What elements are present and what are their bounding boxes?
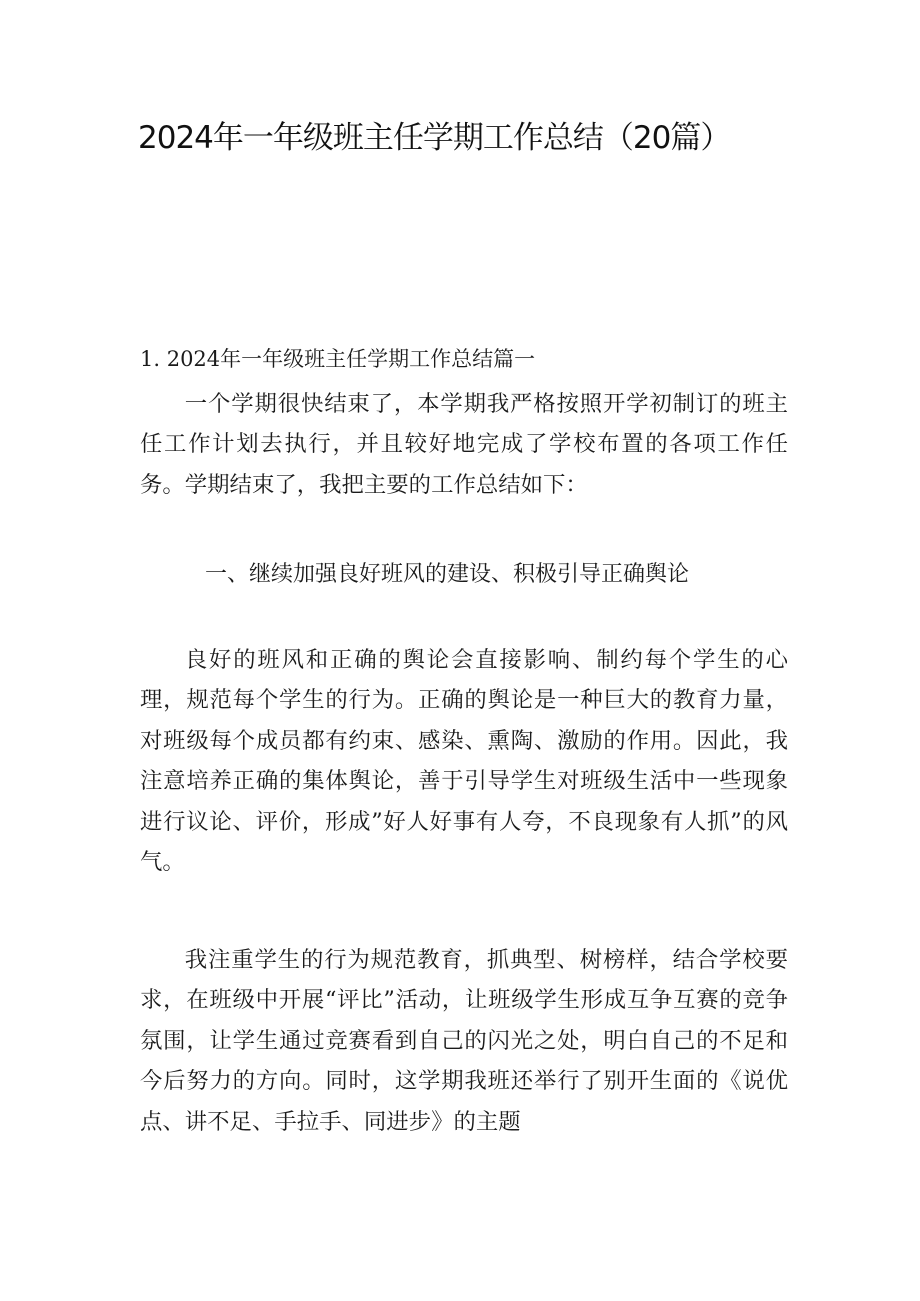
paragraph-intro: 一个学期很快结束了，本学期我严格按照开学初制订的班主任工作计划去执行，并且较好地完成了学校布置的各项工作任务。学期结束了，我把主要的工作总结如下： xyxy=(140,391,788,498)
section-heading: 1. 2024年一年级班主任学期工作总结篇一 xyxy=(140,347,536,371)
subheading-class-atmosphere: 一、继续加强良好班风的建设、积极引导正确舆论 xyxy=(205,562,690,587)
paragraph-public-opinion: 良好的班风和正确的舆论会直接影响、制约每个学生的心理，规范每个学生的行为。正确的舆论是一种巨大的教育力量，对班级每个成员都有约束、感染、熏陶、激励的作用。因此，我注意培养正确的集体舆论，善于引导学生对班级生活中一些现象进行议论、评价，形成”好人好事有人夸，不良现象有人抓”的风气。 xyxy=(140,647,788,876)
paragraph-behavior-education: 我注重学生的行为规范教育，抓典型、树榜样，结合学校要求，在班级中开展“评比”活动，让班级学生形成互争互赛的竞争氛围，让学生通过竞赛看到自己的闪光之处，明白自己的不足和今后努力的方向。同时，这学期我班还举行了别开生面的《说优点、讲不足、手拉手、同进步》的主题 xyxy=(140,947,788,1135)
document-title: 2024年一年级班主任学期工作总结（20篇） xyxy=(138,120,731,156)
